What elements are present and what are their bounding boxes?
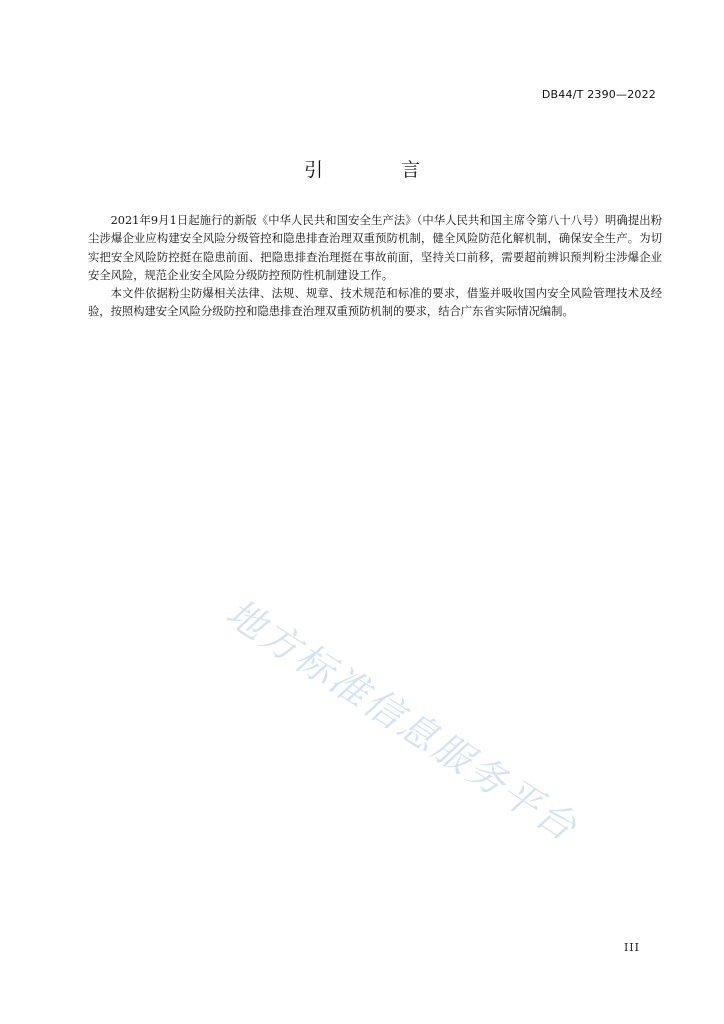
paragraph-2: 本文件依据粉尘防爆相关法律、法规、规章、技术规范和标准的要求，借鉴并吸收国内安全风险管理技术及经验，按照构建安全风险分级防控和隐患排查治理双重预防机制的要求，结合广东省实际情况编制。 [88, 287, 662, 319]
standard-code: DB44/T 2390—2022 [541, 88, 656, 101]
page-number: III [623, 941, 640, 954]
body-text [88, 212, 662, 322]
section-title: 引 言 [303, 159, 457, 181]
watermark: 地方标准信息服务平台 [218, 590, 587, 851]
paragraph-1: 2021年9月1日起施行的新版《中华人民共和国安全生产法》（中华人民共和国主席令第八十八号）明确提出粉尘涉爆企业应构建安全风险分级管控和隐患排查治理双重预防机制，健全风险防范化解机制，确保安全生产。为切实把安全风险防控挺在隐患前面、把隐患排查治理挺在事故前面，坚持关口前移，需要超前辨识预判粉尘涉爆企业安全风险，规范企业安全风险分级防控预防性机制建设工作。 [88, 214, 662, 282]
